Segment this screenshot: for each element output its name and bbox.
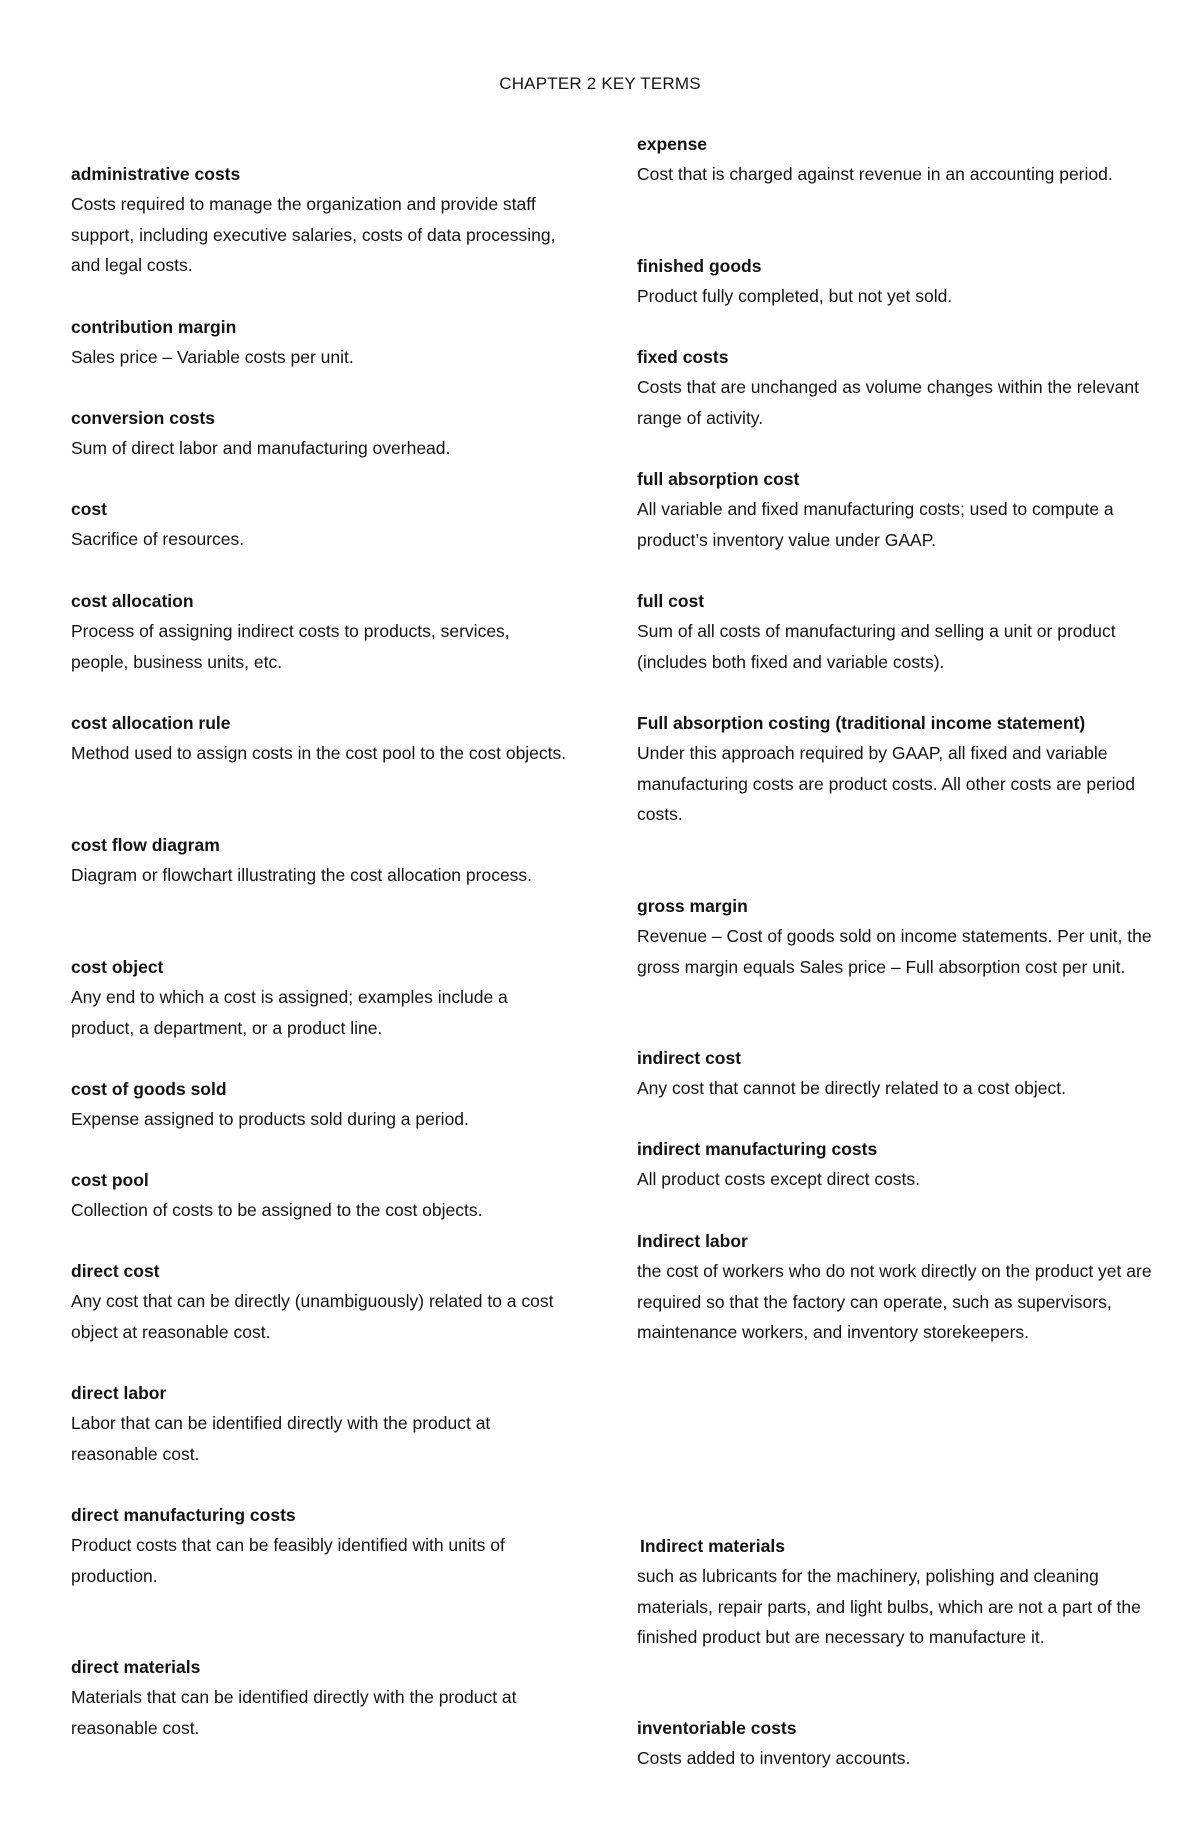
glossary-entry — [637, 129, 1157, 190]
term-definition: Sum of all costs of manufacturing and selling a unit or product (includes both fixed and variable costs). — [637, 621, 1116, 672]
glossary-entry — [637, 1134, 1157, 1195]
term-heading: finished goods — [637, 256, 762, 276]
term-definition: Sacrifice of resources. — [71, 529, 245, 550]
term-definition: Product costs that can be feasibly identified with units of production. — [71, 1535, 505, 1586]
glossary-entry — [71, 159, 571, 280]
term-heading: fixed costs — [637, 347, 729, 367]
term-definition: Costs added to inventory accounts. — [637, 1748, 911, 1769]
glossary-entry — [71, 1378, 571, 1469]
term-heading: cost flow diagram — [71, 835, 220, 855]
glossary-entry — [71, 403, 571, 464]
glossary-entry — [637, 1531, 1157, 1652]
term-heading: full absorption cost — [637, 469, 800, 489]
term-heading: Full absorption costing (traditional income statement) — [637, 713, 1086, 733]
term-heading: conversion costs — [71, 408, 215, 428]
term-definition: Method used to assign costs in the cost pool to the cost objects. — [71, 743, 567, 764]
glossary-entry — [637, 251, 1157, 312]
term-heading: direct manufacturing costs — [71, 1505, 296, 1525]
term-definition: Expense assigned to products sold during a period. — [71, 1109, 469, 1130]
term-heading: direct materials — [71, 1657, 201, 1677]
term-definition: All product costs except direct costs. — [637, 1169, 921, 1190]
term-definition: Collection of costs to be assigned to the cost objects. — [71, 1200, 483, 1221]
term-definition: Sum of direct labor and manufacturing overhead. — [71, 438, 451, 459]
term-heading: indirect manufacturing costs — [637, 1139, 878, 1159]
term-heading: cost allocation — [71, 591, 194, 611]
term-definition: Under this approach required by GAAP, all fixed and variable manufacturing costs are product costs. All other costs are period costs. — [637, 743, 1136, 824]
term-definition: Diagram or flowchart illustrating the cost allocation process. — [71, 865, 533, 886]
glossary-entry — [71, 1074, 571, 1135]
glossary-entry — [71, 586, 571, 677]
term-definition: Costs required to manage the organization and provide staff support, including executive salaries, costs of data processing, and legal costs. — [71, 194, 556, 275]
term-definition: such as lubricants for the machinery, polishing and cleaning materials, repair parts, and light bulbs, which are not a part of the finished product but are necessary to manufacture it. — [637, 1566, 1141, 1647]
term-definition: Cost that is charged against revenue in an accounting period. — [637, 164, 1113, 185]
glossary-entry — [71, 1652, 571, 1743]
glossary-entry — [637, 1226, 1157, 1347]
term-heading: full cost — [637, 591, 705, 611]
term-definition: Materials that can be identified directly with the product at reasonable cost. — [71, 1687, 517, 1738]
glossary-entry — [637, 708, 1157, 829]
glossary-entry — [71, 952, 571, 1043]
term-heading: cost allocation rule — [71, 713, 231, 733]
term-heading: direct cost — [71, 1261, 160, 1281]
glossary-entry — [71, 708, 571, 769]
term-heading: Indirect labor — [637, 1231, 748, 1251]
glossary-entry — [637, 1043, 1157, 1104]
term-heading: contribution margin — [71, 317, 237, 337]
term-heading: cost of goods sold — [71, 1079, 227, 1099]
glossary-entry — [71, 494, 571, 555]
term-heading: expense — [637, 134, 708, 154]
term-definition: Process of assigning indirect costs to products, services, people, business units, etc. — [71, 621, 510, 672]
term-heading: administrative costs — [71, 164, 241, 184]
term-definition: Sales price – Variable costs per unit. — [71, 347, 354, 368]
term-heading: gross margin — [637, 896, 748, 916]
glossary-entry — [637, 464, 1157, 555]
glossary-entry — [637, 586, 1157, 677]
glossary-entry — [71, 1500, 571, 1591]
term-definition: Labor that can be identified directly with the product at reasonable cost. — [71, 1413, 491, 1464]
term-heading: cost — [71, 499, 107, 519]
term-definition: Product fully completed, but not yet sold. — [637, 286, 953, 307]
term-heading: indirect cost — [637, 1048, 742, 1068]
term-definition: Any cost that can be directly (unambiguously) related to a cost object at reasonable cost. — [71, 1291, 554, 1342]
term-heading: inventoriable costs — [637, 1718, 797, 1738]
page-title: CHAPTER 2 KEY TERMS — [499, 74, 701, 93]
term-definition: Any end to which a cost is assigned; examples include a product, a department, or a product line. — [71, 987, 508, 1038]
term-definition: All variable and fixed manufacturing costs; used to compute a product’s inventory value under GAAP. — [637, 499, 1114, 550]
term-heading: Indirect materials — [640, 1536, 785, 1556]
term-heading: cost object — [71, 957, 164, 977]
glossary-entry — [71, 1256, 571, 1347]
glossary-entry — [637, 891, 1157, 982]
term-definition: Revenue – Cost of goods sold on income statements. Per unit, the gross margin equals Sales price – Full absorption cost per unit. — [637, 926, 1152, 977]
glossary-entry — [71, 1165, 571, 1226]
term-heading: direct labor — [71, 1383, 167, 1403]
glossary-entry — [637, 1713, 1157, 1774]
term-heading: cost pool — [71, 1170, 149, 1190]
term-definition: Costs that are unchanged as volume changes within the relevant range of activity. — [637, 377, 1139, 428]
glossary-entry — [637, 342, 1157, 433]
term-definition: Any cost that cannot be directly related to a cost object. — [637, 1078, 1066, 1099]
glossary-entry — [71, 312, 571, 373]
term-definition: the cost of workers who do not work directly on the product yet are required so that the factory can operate, such as supervisors, maintenance workers, and inventory storekeepers. — [637, 1261, 1152, 1342]
glossary-entry — [71, 830, 571, 891]
